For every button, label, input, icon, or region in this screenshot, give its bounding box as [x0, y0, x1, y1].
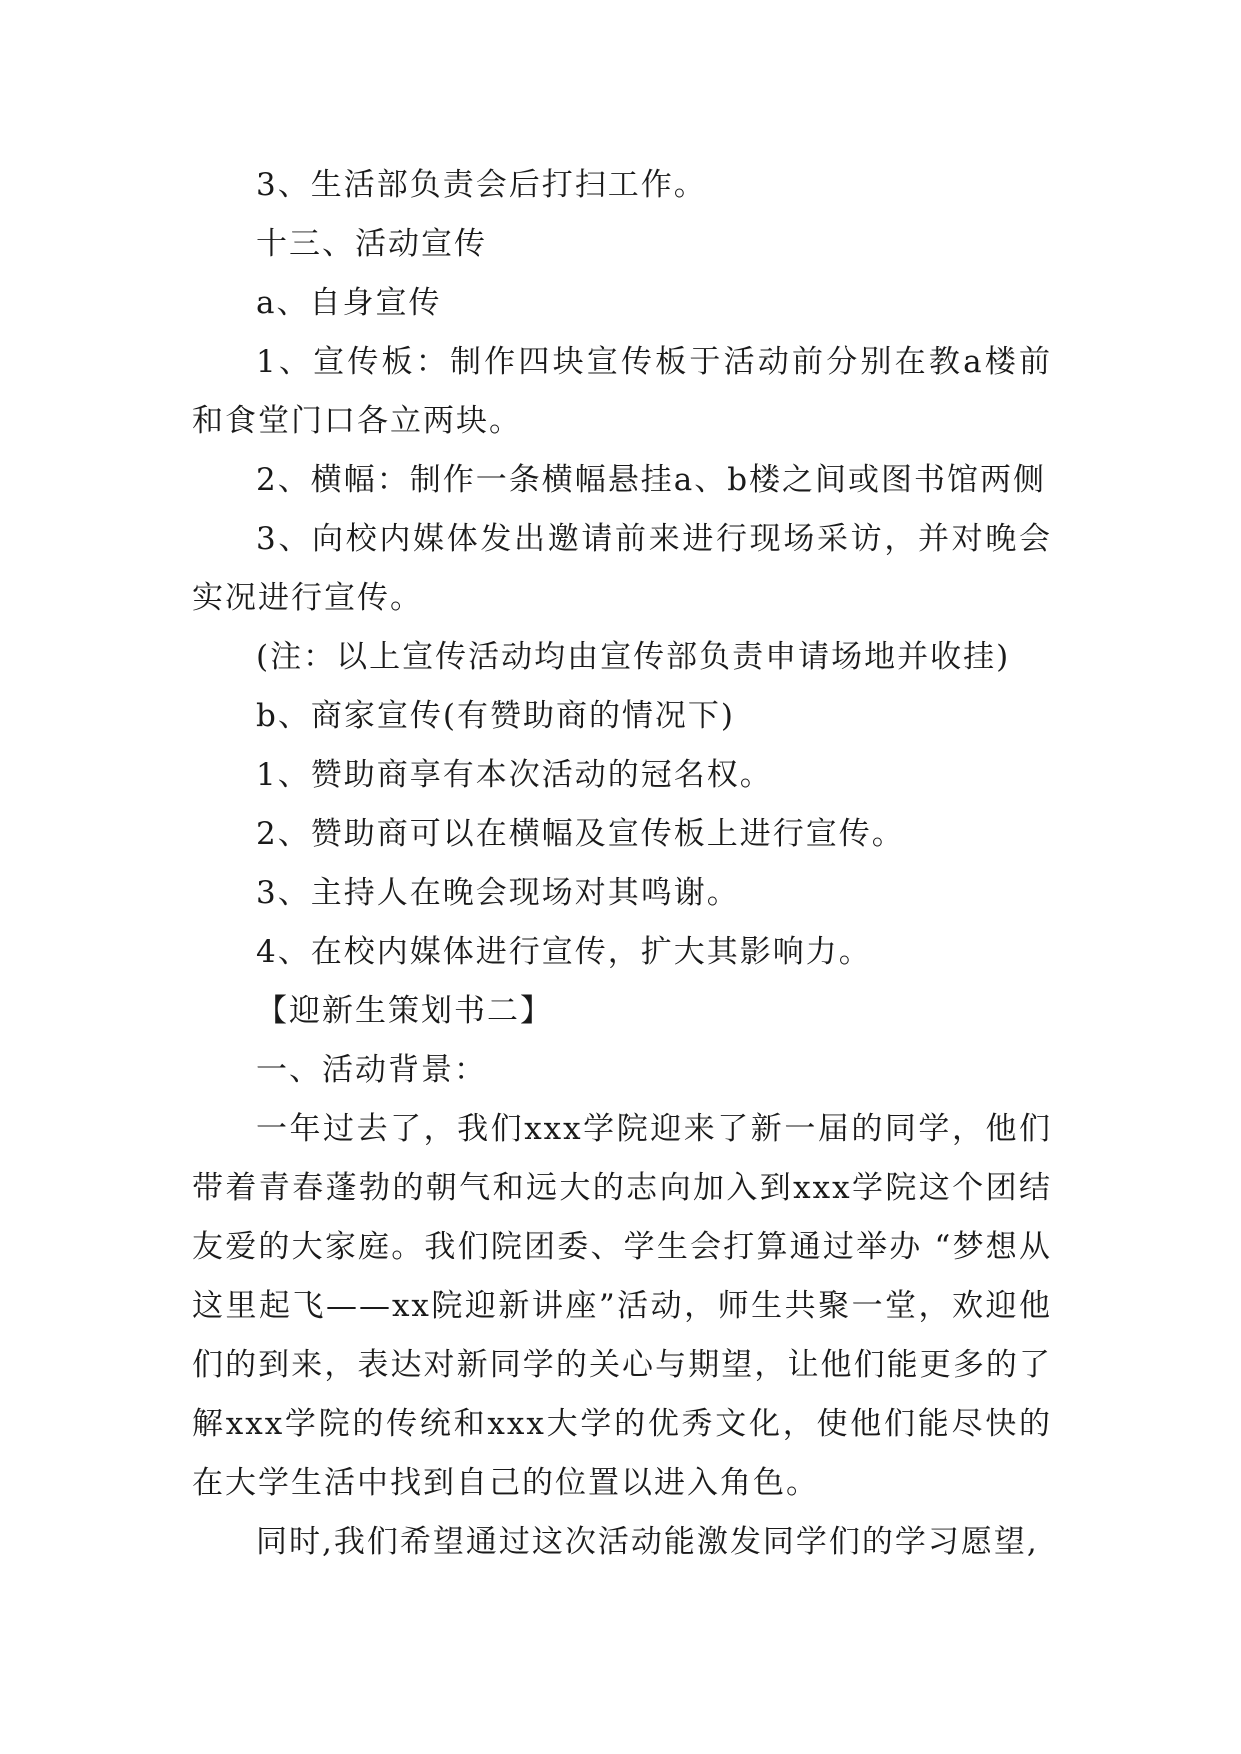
paragraph-cleanup-duty: 3、生活部负责会后打扫工作。	[256, 167, 707, 203]
document-body	[192, 156, 1052, 1572]
subheading-sponsor-publicity: b、商家宣传(有赞助商的情况下)	[256, 698, 736, 734]
section-heading-background: 一、活动背景：	[256, 1052, 487, 1088]
paragraph-media-publicity: 4、在校内媒体进行宣传，扩大其影响力。	[256, 934, 872, 970]
paragraph-publicity-board: 1、宣传板：制作四块宣传板于活动前分别在教a楼前和食堂门口各立两块。	[192, 344, 1052, 439]
paragraph-media-invitation: 3、向校内媒体发出邀请前来进行现场采访，并对晚会实况进行宣传。	[192, 521, 1052, 616]
paragraph-note: (注：以上宣传活动均由宣传部负责申请场地并收挂)	[256, 639, 1011, 675]
paragraph-banner: 2、横幅：制作一条横幅悬挂a、b楼之间或图书馆两侧	[256, 462, 1047, 498]
section-title-plan-two: 【迎新生策划书二】	[256, 993, 553, 1029]
paragraph-sponsor-naming: 1、赞助商享有本次活动的冠名权。	[256, 757, 773, 793]
paragraph-sponsor-banner: 2、赞助商可以在横幅及宣传板上进行宣传。	[256, 816, 905, 852]
section-heading-publicity: 十三、活动宣传	[256, 226, 487, 262]
subheading-self-publicity: a、自身宣传	[256, 285, 442, 321]
paragraph-continuation: 同时,我们希望通过这次活动能激发同学们的学习愿望,	[256, 1524, 1039, 1560]
paragraph-host-thanks: 3、主持人在晚会现场对其鸣谢。	[256, 875, 740, 911]
paragraph-background: 一年过去了，我们xxx学院迎来了新一届的同学，他们带着青春蓬勃的朝气和远大的志向加入到xxx学院这个团结友爱的大家庭。我们院团委、学生会打算通过举办 “梦想从这里起飞——xx院迎新讲座”活动，师生共聚一堂，欢迎他们的到来，表达对新同学的关心与期望，让他们能更多的了解xxx学院的传统和xxx大学的优秀文化，使他们能尽快的在大学生活中找到自己的位置以进入角色。	[192, 1111, 1052, 1501]
